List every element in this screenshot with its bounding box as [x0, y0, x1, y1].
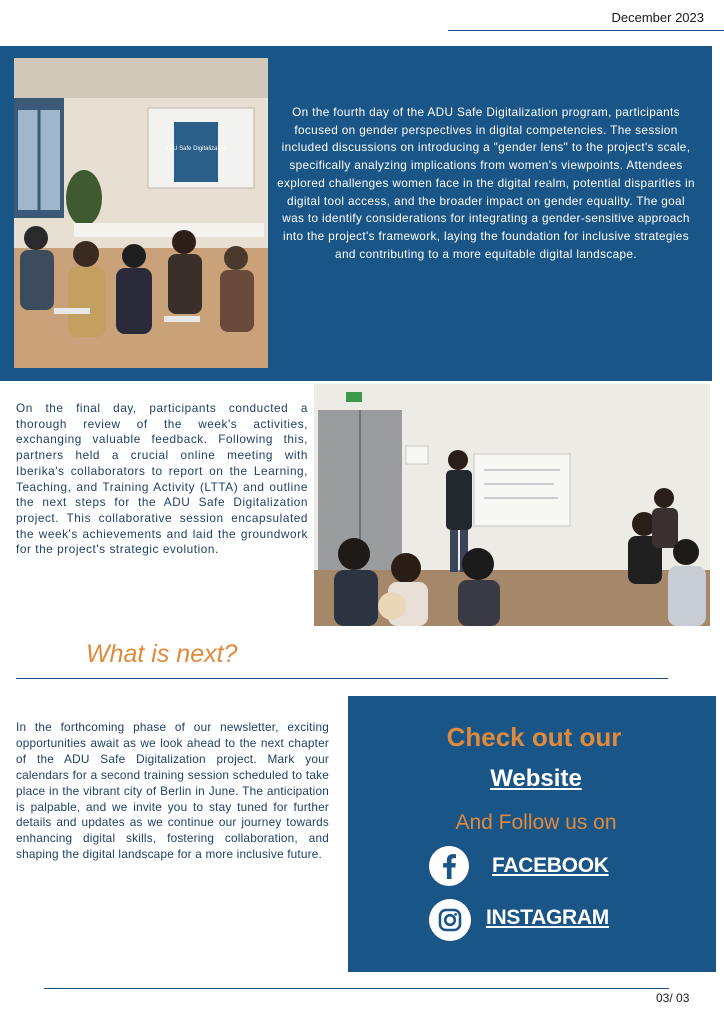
issue-date: December 2023	[611, 10, 704, 25]
instagram-icon[interactable]	[429, 899, 471, 941]
check-out-title: Check out our	[446, 722, 622, 752]
whats-next-heading: What is next?	[86, 640, 238, 668]
facebook-icon[interactable]	[429, 846, 469, 886]
whats-next-divider	[16, 678, 668, 679]
follow-us-label: And Follow us on	[455, 811, 617, 834]
final-day-description: On the final day, participants conducted a thorough review of the week's activities, exchanging valuable feedback. Following this, partners held a crucial online meeting with Iberika's collaborators to report on the Learning, Teaching, and Training Activity (LTTA) and outline the next steps for the ADU Safe Digitalization project. This collaborative session encapsulated the week's achievements and laid the groundwork for the project's strategic evolution.	[16, 401, 308, 557]
page-number: 03/ 03	[656, 991, 690, 1005]
instagram-link[interactable]: INSTAGRAM	[486, 906, 609, 929]
final-day-photo	[314, 384, 710, 626]
footer-divider	[44, 988, 669, 989]
conference-room-illustration	[14, 58, 268, 368]
header-divider	[448, 30, 724, 31]
slide-text: ADU Safe Digitalization	[164, 146, 228, 152]
follow-us-panel	[348, 696, 716, 972]
day-four-photo	[14, 58, 268, 368]
whats-next-description: In the forthcoming phase of our newsletter, exciting opportunities await as we look ahead to the next chapter of the ADU Safe Digitalization project. Mark your calendars for a second training session scheduled to take place in the vibrant city of Berlin in June. The anticipation is palpable, and we invite you to stay tuned for further details and updates as we continue our journey towards enhancing digital skills, fostering collaboration, and shaping the digital landscape for a more inclusive future.	[16, 720, 329, 862]
facebook-link[interactable]: FACEBOOK	[492, 854, 609, 877]
day-four-description: On the fourth day of the ADU Safe Digitalization program, participants focused on gender perspectives in digital competencies. The session included discussions on introducing a "gender lens" to the project's scale, specifically analyzing implications from women's viewpoints. Attendees explored challenges women face in the digital realm, potential disparities in digital tool access, and the broader impact on gender equality. The goal was to identify considerations for integrating a gender-sensitive approach into the project's framework, laying the foundation for inclusive strategies and contributing to a more equitable digital landscape.	[277, 105, 695, 261]
website-link[interactable]: Website	[490, 765, 582, 792]
workshop-illustration	[314, 384, 710, 626]
